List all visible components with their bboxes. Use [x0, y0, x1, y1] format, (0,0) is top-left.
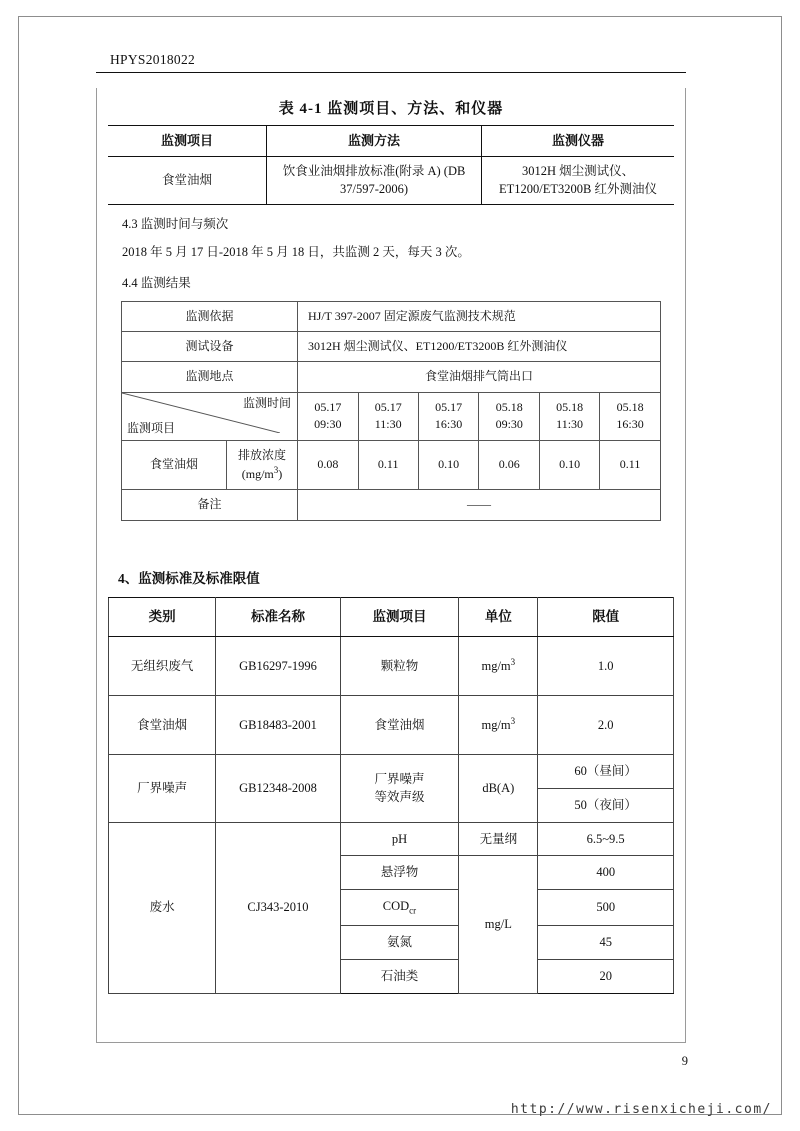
std-header-limit: 限值	[538, 597, 674, 636]
table-row	[109, 597, 674, 636]
std-category: 无组织废气	[109, 637, 216, 696]
time-col-6	[600, 392, 661, 440]
header-rule	[96, 72, 686, 73]
remark-value: ——	[298, 490, 661, 520]
std-limit: 1.0	[538, 637, 674, 696]
time-date: 05.17	[435, 399, 463, 414]
table-monitoring-results	[121, 301, 661, 521]
std-limit-day: 60（昼间）	[538, 755, 674, 789]
time-date: 05.17	[374, 399, 402, 414]
table-row	[109, 755, 674, 789]
std-limit-night: 50（夜间）	[538, 788, 674, 822]
std-header-item: 监测项目	[340, 597, 459, 636]
std-item: 石油类	[340, 959, 459, 993]
diag-time-label: 监测时间	[242, 395, 291, 410]
std-unit: 无量纲	[459, 822, 538, 856]
time-date: 05.17	[314, 399, 342, 414]
section-4-4-heading: 4.4 监测结果	[122, 275, 191, 290]
time-clock: 16:30	[616, 417, 644, 432]
std-item: 氨氮	[340, 926, 459, 960]
result-value: 0.08	[298, 440, 359, 490]
std-limit: 20	[538, 959, 674, 993]
std-item: pH	[340, 822, 459, 856]
std-item-line2: 等效声级	[374, 790, 425, 805]
std-category: 厂界噪声	[109, 755, 216, 823]
table-row	[108, 156, 674, 205]
table-row	[122, 332, 661, 362]
t41-header-method: 监测方法	[266, 126, 481, 156]
watermark-url: http://www.risenxicheji.com/	[510, 1102, 772, 1117]
std-header-category: 类别	[109, 597, 216, 636]
std-unit: $mg/m^3$	[459, 696, 538, 755]
table-row	[109, 822, 674, 856]
t41-cell-method: 饮食业油烟排放标准(附录 A) (DB 37/597-2006)	[266, 156, 481, 205]
result-unit-line1: 排放浓度	[237, 447, 286, 462]
table-row	[109, 696, 674, 755]
time-date: 05.18	[556, 399, 584, 414]
table-4-1-caption: 表 4-1 监测项目、方法、和仪器	[108, 88, 674, 126]
std-unit: mg/L	[459, 856, 538, 993]
std-standard: GB18483-2001	[216, 696, 340, 755]
std-item: $COD_{cr}$	[340, 890, 459, 926]
time-col-2	[358, 392, 418, 440]
std-category: 废水	[109, 822, 216, 993]
std-standard: GB16297-1996	[216, 637, 340, 696]
std-item: 食堂油烟	[340, 696, 459, 755]
result-value: 0.10	[540, 440, 600, 490]
table-row	[122, 301, 661, 331]
section-4-heading: 4、监测标准及标准限值	[118, 570, 260, 586]
time-clock: 09:30	[314, 417, 342, 432]
std-item: 颗粒物	[340, 637, 459, 696]
time-clock: 11:30	[374, 417, 402, 432]
section-4-3-heading: 4.3 监测时间与频次	[122, 217, 229, 231]
result-item-label: 食堂油烟	[122, 440, 227, 490]
page-number: 9	[681, 1054, 688, 1068]
result-value: 0.10	[418, 440, 479, 490]
table-standards-limits	[108, 597, 674, 994]
section-4-3-text: 2018 年 5 月 17 日-2018 年 5 月 18 日，共监测 2 天，每天 3 次。	[122, 244, 470, 259]
std-limit: 500	[538, 890, 674, 926]
time-col-4	[479, 392, 540, 440]
table-row	[122, 440, 661, 490]
std-unit: $mg/m^3$	[459, 637, 538, 696]
std-item: 悬浮物	[340, 856, 459, 890]
result-unit-line2: $(mg/m^3)$	[241, 464, 283, 481]
time-clock: 11:30	[556, 417, 584, 432]
t41-cell-instrument: 3012H 烟尘测试仪、ET1200/ET3200B 红外测油仪	[482, 156, 674, 205]
table-row	[108, 126, 674, 156]
diagonal-header-cell	[122, 392, 298, 440]
std-standard: GB12348-2008	[216, 755, 340, 823]
std-limit: 45	[538, 926, 674, 960]
location-value: 食堂油烟排气筒出口	[298, 362, 661, 392]
equipment-value: 3012H 烟尘测试仪、ET1200/ET3200B 红外测油仪	[298, 332, 661, 362]
time-clock: 16:30	[434, 417, 463, 432]
location-label: 监测地点	[122, 362, 298, 392]
document-id: HPYS2018022	[110, 52, 196, 67]
std-unit: dB(A)	[459, 755, 538, 823]
result-value: 0.06	[479, 440, 540, 490]
time-col-3	[418, 392, 479, 440]
time-date: 05.18	[616, 399, 644, 414]
t41-header-item: 监测项目	[108, 126, 266, 156]
std-standard: CJ343-2010	[216, 822, 340, 993]
time-col-5	[540, 392, 600, 440]
time-date: 05.18	[495, 399, 523, 414]
time-col-1	[298, 392, 359, 440]
std-item	[340, 755, 459, 823]
std-limit: 400	[538, 856, 674, 890]
std-header-standard: 标准名称	[216, 597, 340, 636]
diag-item-label: 监测项目	[127, 421, 176, 436]
t41-cell-item: 食堂油烟	[108, 156, 266, 205]
std-header-unit: 单位	[459, 597, 538, 636]
equipment-label: 测试设备	[122, 332, 298, 362]
std-limit: 6.5~9.5	[538, 822, 674, 856]
document-content	[96, 88, 686, 994]
basis-value: HJ/T 397-2007 固定源废气监测技术规范	[298, 301, 661, 331]
remark-label: 备注	[122, 490, 298, 520]
table-row	[122, 362, 661, 392]
result-unit-label	[227, 440, 298, 490]
time-clock: 09:30	[495, 417, 523, 432]
t41-header-instrument: 监测仪器	[482, 126, 674, 156]
table-row	[122, 490, 661, 520]
result-value: 0.11	[600, 440, 661, 490]
table-row	[109, 637, 674, 696]
result-value: 0.11	[358, 440, 418, 490]
table-row	[122, 392, 661, 440]
basis-label: 监测依据	[122, 301, 298, 331]
table-4-1	[108, 88, 674, 205]
std-category: 食堂油烟	[109, 696, 216, 755]
std-item-line1: 厂界噪声	[374, 771, 425, 786]
std-limit: 2.0	[538, 696, 674, 755]
